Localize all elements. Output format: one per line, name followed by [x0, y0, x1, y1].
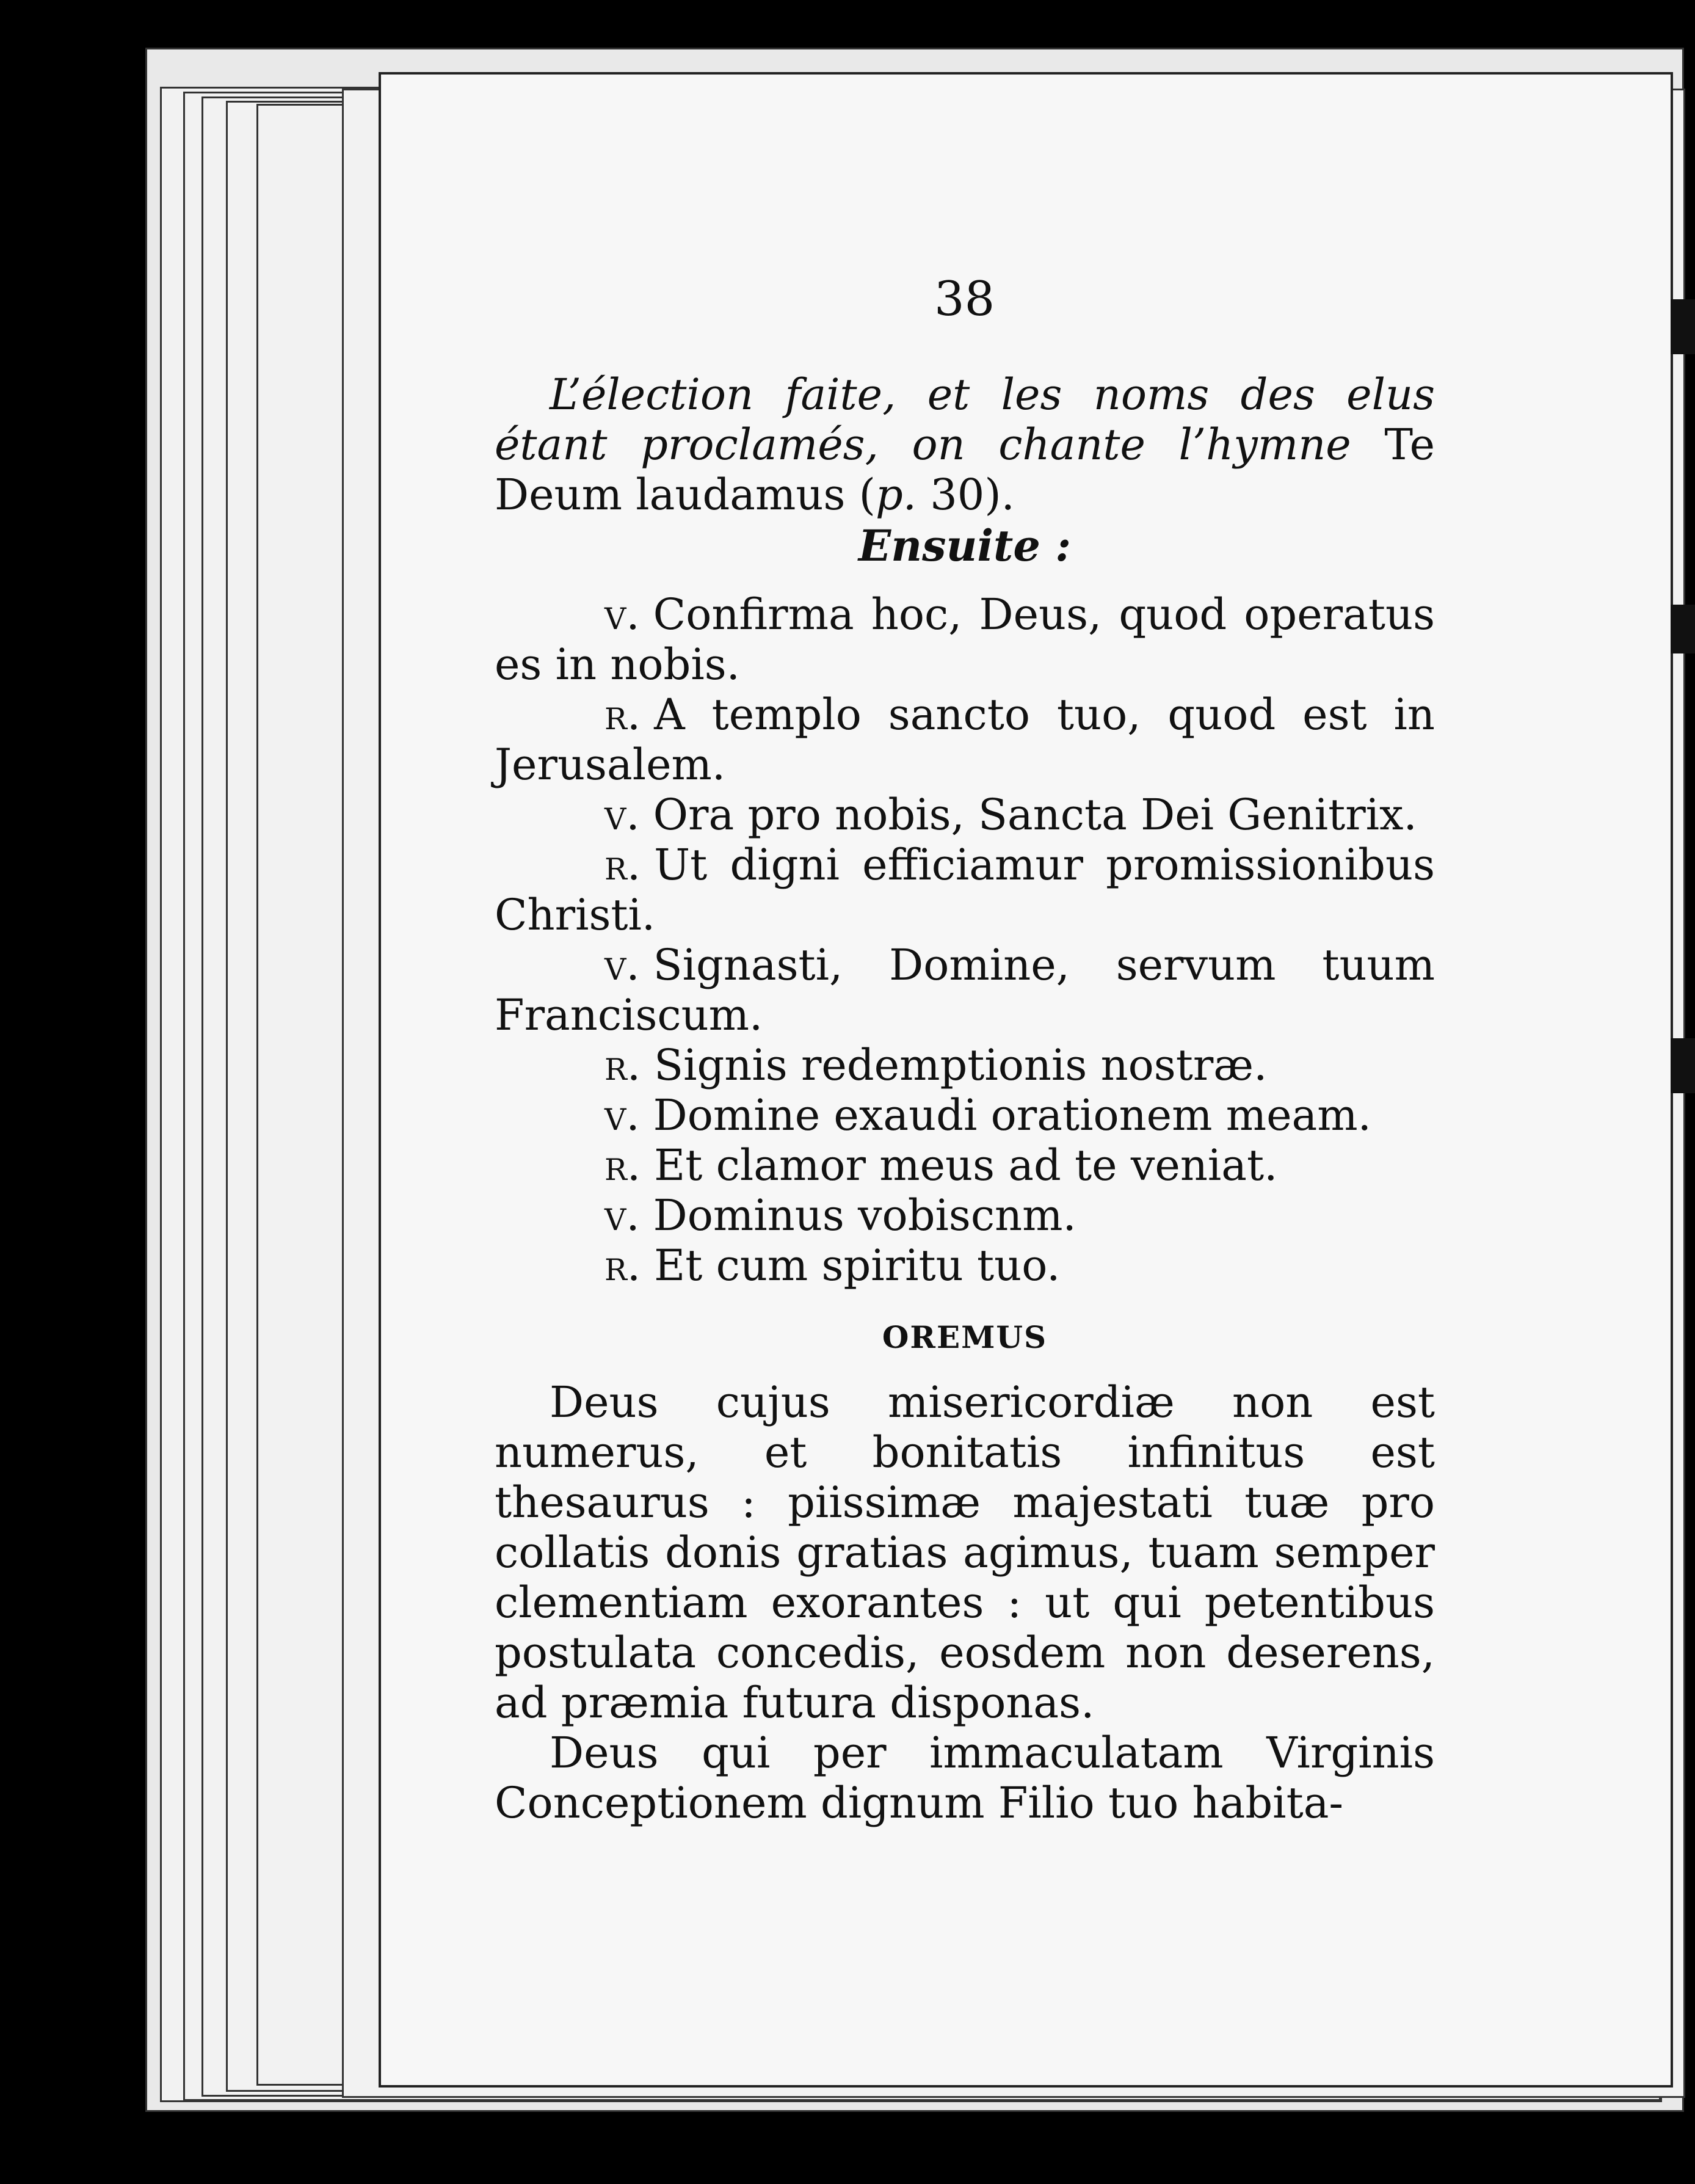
page-edge-tab — [1671, 299, 1695, 354]
page-text — [495, 369, 1435, 1828]
versicle-text: Signasti, Domine, servum tuum Franciscum. — [495, 940, 1435, 1040]
response-text: Et clamor meus ad te veniat. — [654, 1140, 1278, 1190]
response-text: Signis redemptionis nostræ. — [654, 1040, 1268, 1090]
response-text: A templo sancto tuo, quod est in Jerusalem. — [495, 690, 1435, 790]
versicle-line — [495, 589, 1435, 690]
versicle-mark: v. — [604, 1190, 640, 1240]
versicle-mark: v. — [604, 1090, 640, 1140]
page-edge-tab — [1671, 1038, 1695, 1093]
response-line — [495, 1240, 1435, 1290]
response-mark: r. — [604, 1140, 641, 1190]
intro-reference: p. — [875, 470, 917, 520]
versicle-text: Ora pro nobis, Sancta Dei Genitrix. — [653, 790, 1417, 840]
versicle-line — [495, 790, 1435, 840]
versicle-line — [495, 1190, 1435, 1240]
oremus-heading: OREMUS — [882, 1319, 1048, 1355]
intro-end: 30). — [916, 470, 1015, 520]
response-text: Et cum spiritu tuo. — [654, 1240, 1061, 1290]
response-line — [495, 1040, 1435, 1090]
intro-italic: L’élection faite, et les noms des elus étant proclamés, on chante l’hymne — [495, 369, 1435, 470]
intro-paragraph — [495, 369, 1435, 520]
prayer-paragraph: Deus cujus misericordiæ non est numerus, et bonitatis infinitus est thesaurus : piissimæ majestati tuæ pro collatis donis gratias agimus, tuam semper clementiam exorantes : ut qui petentibus postulata concedis, eosdem non deserens, ad præmia futura disponas. — [495, 1377, 1435, 1728]
response-line — [495, 690, 1435, 790]
response-mark: r. — [604, 840, 641, 890]
versicle-mark: v. — [604, 589, 640, 639]
page-number: 38 — [934, 272, 995, 327]
versicle-mark: v. — [604, 790, 640, 840]
versicle-text: Dominus vobiscnm. — [653, 1190, 1076, 1240]
versicle-mark: v. — [604, 940, 640, 990]
response-mark: r. — [604, 690, 641, 740]
page-edge-tab — [1671, 605, 1695, 653]
versicle-line — [495, 940, 1435, 1040]
ensuite-heading: Ensuite : — [858, 520, 1072, 571]
response-line — [495, 840, 1435, 940]
versicle-text: Domine exaudi orationem meam. — [653, 1090, 1371, 1140]
response-text: Ut digni efficiamur promissionibus Christi. — [495, 840, 1435, 940]
response-mark: r. — [604, 1240, 641, 1290]
versicle-text: Confirma hoc, Deus, quod operatus es in nobis. — [495, 589, 1435, 690]
intro-plain: Te Deum laudamus ( — [495, 420, 1435, 520]
response-line — [495, 1140, 1435, 1190]
versicle-line — [495, 1090, 1435, 1140]
prayer-paragraph: Deus qui per immaculatam Virginis Conceptionem dignum Filio tuo habita- — [495, 1728, 1435, 1828]
response-mark: r. — [604, 1040, 641, 1090]
